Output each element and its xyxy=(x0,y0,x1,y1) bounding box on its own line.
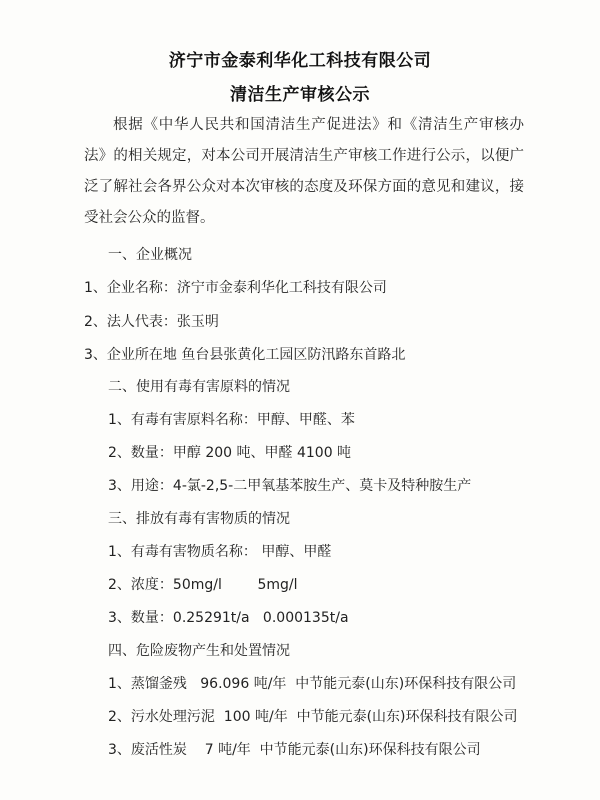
section-2-item-1: 1、有毒有害原料名称：甲醇、甲醛、苯 xyxy=(108,412,355,428)
section-1-item-3: 3、企业所在地 鱼台县张黄化工园区防汛路东首路北 xyxy=(84,347,406,363)
section-1-item-2: 2、法人代表：张玉明 xyxy=(84,314,219,330)
notice-title: 清洁生产审核公示 xyxy=(230,85,370,105)
section-4-heading: 四、危险废物产生和处置情况 xyxy=(108,643,290,659)
section-3-heading: 三、排放有毒有害物质的情况 xyxy=(108,511,290,527)
section-4-item-2: 2、污水处理污泥 100 吨/年 中节能元泰(山东)环保科技有限公司 xyxy=(108,709,518,725)
company-title: 济宁市金泰利华化工科技有限公司 xyxy=(168,51,432,71)
section-3-item-1: 1、有毒有害物质名称： 甲醇、甲醛 xyxy=(108,544,332,560)
section-2-item-3: 3、用途：4-氯-2,5-二甲氧基苯胺生产、莫卡及特种胺生产 xyxy=(108,478,472,494)
section-4-item-3: 3、废活性炭 7 吨/年 中节能元泰(山东)环保科技有限公司 xyxy=(108,742,481,758)
section-2-item-2: 2、数量：甲醇 200 吨、甲醛 4100 吨 xyxy=(108,445,352,461)
section-3-item-3: 3、数量：0.25291t/a 0.000135t/a xyxy=(108,610,349,626)
section-2-heading: 二、使用有毒有害原料的情况 xyxy=(108,379,290,395)
section-1-item-1: 1、企业名称：济宁市金泰利华化工科技有限公司 xyxy=(84,280,387,296)
section-3-item-2: 2、浓度：50mg/l 5mg/l xyxy=(108,577,298,593)
section-4-item-1: 1、蒸馏釜残 96.096 吨/年 中节能元泰(山东)环保科技有限公司 xyxy=(108,676,517,692)
section-1-heading: 一、企业概况 xyxy=(108,247,192,263)
intro-paragraph: 根据《中华人民共和国清洁生产促进法》和《清洁生产审核办法》的相关规定，对本公司开展清洁生产审核工作进行公示，以便广泛了解社会各界公众对本次审核的态度及环保方面的意见和建议，接受社会公众的监督。 xyxy=(84,117,524,226)
